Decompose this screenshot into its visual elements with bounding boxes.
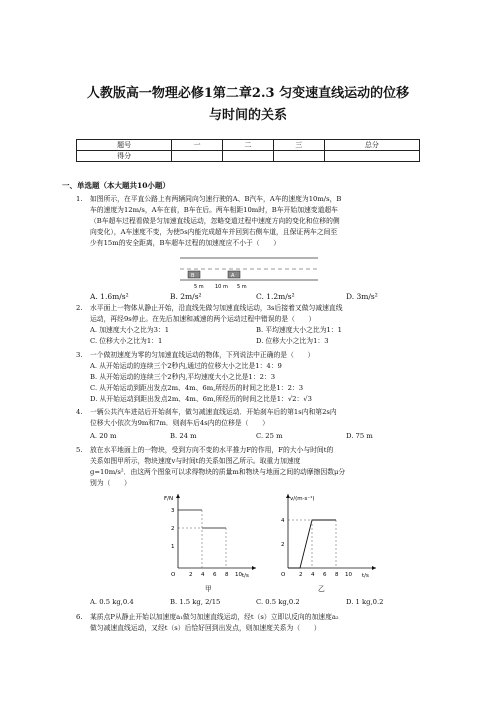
- question-text-line: 做匀减速直线运动，又经t（s）后恰好回到出发点，则加速度关系为（ ）: [90, 624, 321, 632]
- section-heading: 一、单选题（本大题共10小题）: [62, 181, 170, 190]
- score-header-cell: 总分: [324, 140, 419, 151]
- score-cell: [223, 151, 274, 162]
- score-cell: [172, 151, 223, 162]
- option-a[interactable]: A. 从开始运动的连续三个2秒内,通过的位移大小之比是1：4：9: [90, 362, 282, 370]
- question-text-line: 某质点P从静止开始以加速度a₁做匀加速直线运动，经t（s）立即以反向的加速度a₂: [90, 613, 339, 621]
- question-text-line: 向变化），A车速度不变，为使5s内能完成超车并回到右侧车道，且保证两车之间至: [90, 228, 338, 236]
- score-cell: [324, 151, 419, 162]
- x-tick-label: 6: [323, 572, 327, 578]
- document-title-line2: 与时间的关系: [208, 108, 287, 123]
- question-text-line: 放在水平地面上的一物块，受到方向不变的水平推力F的作用，F的大小与时间t的: [90, 446, 334, 454]
- question-text-line: 一辆公共汽车进站后开始刹车，做匀减速直线运动．开始刹车后的第1s内和第2s内: [90, 408, 337, 416]
- x-tick-label: 4: [201, 572, 205, 578]
- question-number: 5.: [76, 446, 83, 454]
- y-tick-label: 2: [281, 542, 285, 548]
- option-d[interactable]: D. 位移大小之比为1：3: [256, 337, 329, 345]
- y-tick-label: 4: [281, 518, 285, 524]
- score-header-cell: 二: [223, 140, 274, 151]
- score-header-cell: 一: [172, 140, 223, 151]
- question-number: 4.: [76, 408, 83, 416]
- option-d[interactable]: D. 1 kg,0.2: [346, 598, 384, 606]
- question-text-line: 关系如图甲所示，物块速度v与时间t的关系如图乙所示。取重力加速度: [90, 457, 301, 465]
- question-text-line: 少有15m的安全距离，B车超车过程的加速度应不小于（ ）: [90, 239, 281, 247]
- x-tick-label: 6: [213, 572, 217, 578]
- x-tick-label: 10: [345, 572, 352, 578]
- option-a[interactable]: A. 1.6m/s²: [90, 292, 129, 301]
- option-c[interactable]: C. 25 m: [256, 432, 283, 440]
- road-figure: [180, 255, 320, 289]
- question-text-line: 如图所示，在平直公路上有两辆同向匀速行驶的A、B汽车，A车的速度为10m/s，B: [90, 195, 342, 203]
- option-b[interactable]: B. 24 m: [170, 432, 197, 440]
- graph-caption: 乙: [318, 585, 325, 593]
- option-c[interactable]: C. 0.5 kg,0.2: [256, 598, 300, 606]
- question-number: 2.: [76, 304, 83, 312]
- option-c[interactable]: C. 从开始运动到距出发点2m、4m、6m,所经历的时间之比是1：2：3: [90, 384, 304, 392]
- question-number: 6.: [76, 613, 83, 621]
- option-d[interactable]: D. 75 m: [346, 432, 373, 440]
- score-header-cell: 三: [273, 140, 324, 151]
- score-table-header-row: [77, 140, 420, 151]
- option-b[interactable]: B. 从开始运动的连续三个2秒内,平均速度大小之比是1：2：3: [90, 373, 276, 381]
- force-time-graph: [160, 490, 260, 582]
- document-title-line1: 人教版高一物理必修1第二章2.3 匀变速直线运动的位移: [86, 86, 410, 101]
- question-number: 1.: [76, 195, 83, 203]
- option-b[interactable]: B. 1.5 kg, 2/15: [170, 598, 221, 606]
- velocity-time-graph: [270, 490, 380, 582]
- x-tick-label: 8: [335, 572, 339, 578]
- option-b[interactable]: B. 2m/s²: [170, 292, 202, 301]
- graph-xlabel: t/s: [242, 573, 249, 579]
- y-tick-label: 3: [171, 508, 175, 514]
- option-a[interactable]: A. 0.5 kg,0.4: [90, 598, 134, 606]
- option-d[interactable]: D. 3m/s²: [346, 292, 378, 301]
- car-b-label: B: [191, 273, 195, 279]
- question-text-line: 车的速度为12m/s，A车在前，B车在后。两车相距10m时，B车开始加速变道超车: [90, 206, 338, 214]
- origin-label: O: [171, 572, 176, 578]
- question-text-line: 运动，再经9s停止。在先后加速和减速的两个运动过程中错误的是（ ）: [90, 315, 316, 323]
- option-b[interactable]: B. 平均速度大小之比为1：1: [256, 326, 342, 334]
- graph-xlabel: t/s: [362, 573, 369, 579]
- score-table: [76, 139, 420, 162]
- graph-ylabel: F/N: [164, 496, 174, 502]
- option-a[interactable]: A. 加速度大小之比为3：1: [90, 326, 170, 334]
- origin-label: O: [281, 572, 286, 578]
- graph-caption: 甲: [205, 585, 212, 593]
- score-cell: [273, 151, 324, 162]
- question-text-line: （B车超车过程看做是匀加速直线运动，忽略变道过程中速度方向的变化和位移的侧: [90, 217, 340, 225]
- option-c[interactable]: C. 1.2m/s²: [256, 292, 295, 301]
- option-a[interactable]: A. 20 m: [90, 432, 117, 440]
- graph-ylabel: v/(m·s⁻¹): [290, 496, 315, 502]
- question-text-line: 水平面上一物体从静止开始，沿直线先做匀加速直线运动，3s后接着又做匀减速直线: [90, 304, 343, 312]
- car-a-label: A: [231, 273, 235, 279]
- x-tick-label: 2: [189, 572, 193, 578]
- x-tick-label: 10: [235, 572, 242, 578]
- x-tick-label: 2: [299, 572, 303, 578]
- x-tick-label: 4: [311, 572, 315, 578]
- question-text-line: 别为（ ）: [90, 479, 131, 487]
- y-tick-label: 1: [171, 544, 175, 550]
- score-header-cell: 题号: [77, 140, 172, 151]
- distance-label: 10 m: [215, 284, 228, 289]
- distance-label: 5 m: [194, 284, 204, 289]
- score-table-score-row: [77, 151, 420, 162]
- question-text-line: 一个做初速度为零的匀加速直线运动的物体，下列说法中正确的是（ ）: [90, 351, 315, 359]
- question-number: 3.: [76, 351, 83, 359]
- question-text-line: 位移大小依次为9m和7m．则刹车后4s内的位移是（ ）: [90, 419, 269, 427]
- option-d[interactable]: D. 从开始运动到距出发点2m、4m、6m,所经历的时间之比是1：√2：√3: [90, 395, 312, 403]
- option-c[interactable]: C. 位移大小之比为1：1: [90, 337, 163, 345]
- score-row-label: 得分: [77, 151, 172, 162]
- distance-label: 5 m: [237, 284, 247, 289]
- x-tick-label: 8: [225, 572, 229, 578]
- y-tick-label: 2: [171, 526, 175, 532]
- question-text-line: g=10m/s²．由这两个图象可以求得物块的质量m和物块与地面之间的动摩擦因数μ分: [90, 468, 346, 476]
